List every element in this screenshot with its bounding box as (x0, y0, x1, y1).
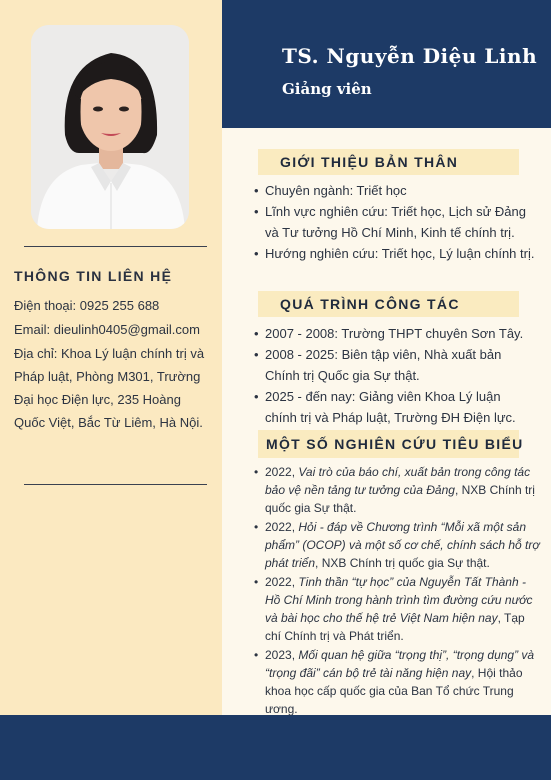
research-year: 2022, (265, 465, 299, 479)
research-source: , Tạp chí Chính trị và Phát triển. (265, 611, 525, 643)
research-title: Vai trò của báo chí, xuất bản trong công tác bảo vệ nền tảng tư tưởng của Đảng (265, 465, 531, 497)
divider-bottom (24, 484, 207, 485)
career-item: • 2008 - 2025: Biên tập viên, Nhà xuất bản Chính trị Quốc gia Sự thật. (254, 344, 536, 386)
research-item (254, 573, 544, 645)
contact-address-line: Quốc Việt, Bắc Từ Liêm, Hà Nội. (14, 415, 203, 430)
career-item: • 2007 - 2008: Trường THPT chuyên Sơn Tây. (254, 323, 536, 344)
contact-address-line: Pháp luật, Phòng M301, Trường (14, 369, 201, 384)
person-role: Giảng viên (282, 80, 372, 98)
contact-title: THÔNG TIN LIÊN HỆ (14, 268, 173, 284)
research-source: , NXB Chính trị quốc gia Sự thật. (315, 556, 490, 570)
research-source: , Hội thảo khoa học cấp quốc gia của Ban Tổ chức Trung ương. (265, 666, 523, 716)
footer-band (0, 715, 551, 780)
person-name: TS. Nguyễn Diệu Linh (282, 44, 538, 68)
section-header-career: QUÁ TRÌNH CÔNG TÁC (258, 291, 519, 317)
research-year: 2023, (265, 648, 299, 662)
research-item (254, 646, 544, 718)
research-title: Mối quan hệ giữa “trọng thị”, “trọng dụng” và “trọng đãi” cán bộ trẻ tài năng hiện nay (265, 648, 535, 680)
research-list (254, 463, 544, 719)
contact-address-line: Đại học Điện lực, 235 Hoàng (14, 392, 181, 407)
research-item (254, 518, 544, 572)
contact-phone: Điện thoại: 0925 255 688 (14, 298, 160, 313)
profile-photo (31, 25, 189, 229)
portrait-image (31, 25, 189, 229)
career-list (254, 323, 536, 428)
about-list (254, 180, 536, 264)
section-header-research: MỘT SỐ NGHIÊN CỨU TIÊU BIỂU (258, 430, 519, 458)
about-item: • Hướng nghiên cứu: Triết học, Lý luận chính trị. (254, 243, 536, 264)
career-item: • 2025 - đến nay: Giảng viên Khoa Lý luận chính trị và Pháp luật, Trường ĐH Điện lực. (254, 386, 536, 428)
research-item (254, 463, 544, 517)
contact-address-line: Địa chỉ: Khoa Lý luận chính trị và (14, 346, 205, 361)
research-title: Hỏi - đáp về Chương trình “Mỗi xã một sản phẩm” (OCOP) và một số cơ chế, chính sách hỗ trợ phát triển (265, 520, 540, 570)
section-header-about: GIỚI THIỆU BẢN THÂN (258, 149, 519, 175)
research-title: Tinh thần “tự học” của Nguyễn Tất Thành - Hồ Chí Minh trong hành trình tìm đường cứu nước và bài học cho thế hệ trẻ Việt Nam hiện nay (265, 575, 533, 625)
research-source: , NXB Chính trị quốc gia Sự thật. (265, 483, 535, 515)
about-item: • Chuyên ngành: Triết học (254, 180, 536, 201)
contact-email: Email: dieulinh0405@gmail.com (14, 322, 200, 337)
about-item: • Lĩnh vực nghiên cứu: Triết học, Lịch sử Đảng và Tư tưởng Hồ Chí Minh, Kinh tế chính trị. (254, 201, 536, 243)
research-year: 2022, (265, 520, 299, 534)
research-year: 2022, (265, 575, 299, 589)
divider-top (24, 246, 207, 247)
